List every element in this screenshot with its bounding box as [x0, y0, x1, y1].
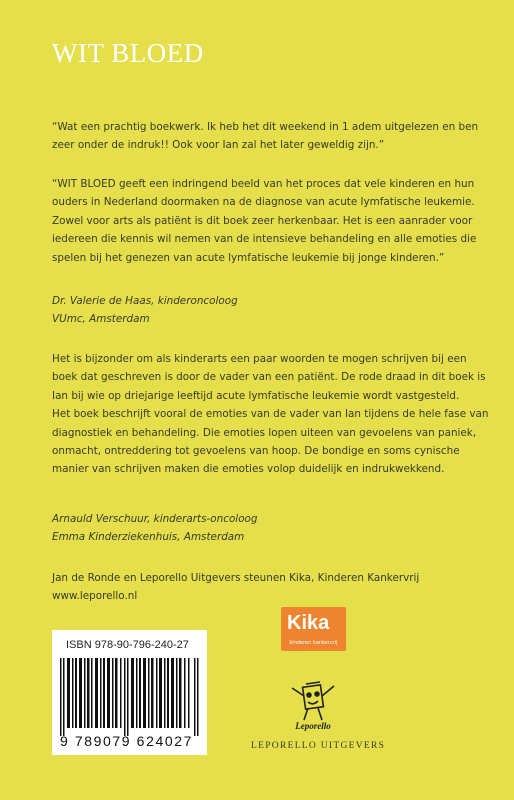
- attribution-1-name: Dr. Valerie de Haas, kinderoncoloog: [52, 295, 238, 307]
- attribution-2: [52, 510, 492, 547]
- quote-2-text: “WIT BLOED geeft een indringend beeld van het proces dat vele kinderen en hun ouders in Nederland doormaken na de diagnose van acute lymfatische leukemie. Zowel voor arts als patiënt is dit boek zeer herkenbaar. Het is een aanrader voor iedereen die kennis wil nemen van de intensieve behandeling en alle emoties die spelen bij het genezen van acute lymfatische leukemie bij jonge kinderen.”: [52, 178, 477, 264]
- foreword: [52, 350, 492, 479]
- foreword-paragraph-2: Het boek beschrijft vooral de emoties van de vader van Ian tijdens de hele fase van diagnostiek en behandeling. Die emoties lopen uiteen van gevoelens van paniek, onmacht, ontreddering tot gevoelens van hoop. De bondige en soms cynische manier van schrijven maken die emoties volop duidelijk en indrukwekkend.: [52, 408, 489, 476]
- barcode-panel: [52, 630, 207, 755]
- sponsor-line: Jan de Ronde en Leporello Uitgevers steunen Kika, Kinderen Kankervrij: [52, 572, 420, 584]
- foreword-paragraph-1: Het is bijzonder om als kinderarts een paar woorden te mogen schrijven bij een boek dat geschreven is door de vader van een patiënt. De rode draad in dit boek is Ian bij wie op driejarige leeftijd acute lymfatische leukemie wordt vastgesteld.: [52, 353, 486, 402]
- attribution-2-institution: Emma Kinderziekenhuis, Amsterdam: [52, 531, 245, 544]
- publisher-name: LEPORELLO UITGEVERS: [251, 741, 386, 751]
- leporello-logo: [284, 678, 342, 732]
- quote-2: [52, 175, 492, 267]
- book-title: WIT BLOED: [52, 38, 204, 68]
- quote-1: [52, 118, 492, 155]
- quote-1-text: “Wat een prachtig boekwerk. Ik heb het dit weekend in 1 adem uitgelezen en ben zeer onder de indruk!! Ook voor Ian zal het later geweldig zijn.”: [52, 121, 479, 152]
- kika-logo-subtext: kinderen kankervrij: [289, 640, 338, 646]
- isbn-label: ISBN 978-90-796-240-27: [66, 639, 189, 651]
- kika-logo: [281, 607, 346, 651]
- website-link[interactable]: www.leporello.nl: [52, 590, 138, 603]
- barcode-icon: [60, 658, 199, 736]
- attribution-1-institution: VUmc, Amsterdam: [52, 313, 150, 326]
- sponsor-block: [52, 569, 492, 606]
- attribution-1: [52, 292, 492, 329]
- attribution-2-name: Arnauld Verschuur, kinderarts-oncoloog: [52, 513, 258, 525]
- leporello-logo-text: Leporello: [295, 721, 331, 731]
- barcode-number: 9 789079 624027: [60, 733, 193, 749]
- kika-logo-text: Kika: [287, 612, 330, 634]
